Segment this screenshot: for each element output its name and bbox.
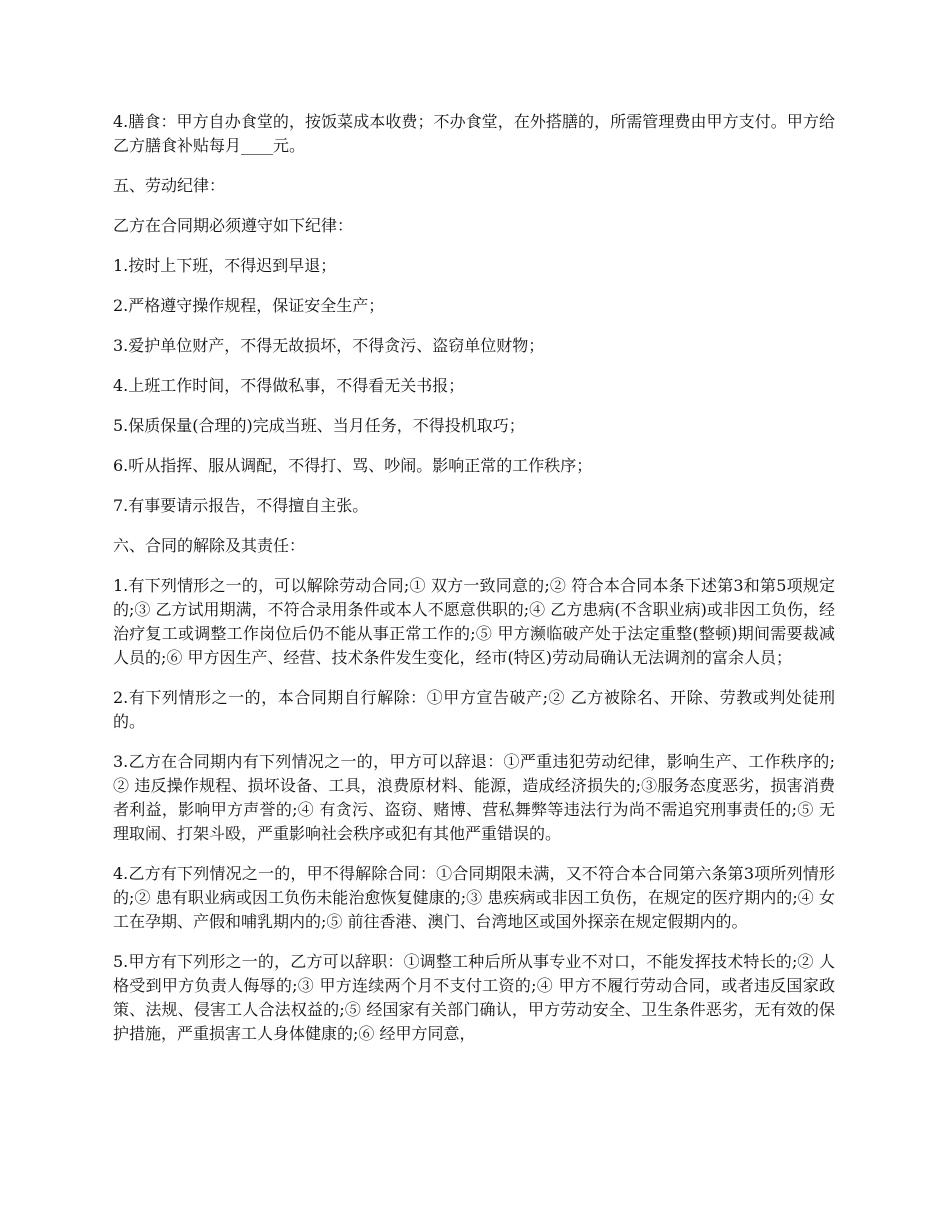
termination-item-1: 1.有下列情形之一的，可以解除劳动合同;① 双方一致同意的;② 符合本合同本条下述第3和第5项规定的;③ 乙方试用期满，不符合录用条件或本人不愿意供职的;④ 乙方患病(不含职业病)或非因工负伤，经治疗复工或调整工作岗位后仍不能从事正常工作的;⑤ 甲方濒临破产处于法定重整(整顿)期间需要裁减人员的;⑥ 甲方因生产、经营、技术条件发生变化，经市(特区)劳动局确认无法调剂的富余人员； — [113, 576, 835, 667]
termination-item-3: 3.乙方在合同期内有下列情况之一的，甲方可以辞退：①严重违犯劳动纪律，影响生产、工作秩序的;② 违反操作规程、损坏设备、工具，浪费原材料、能源，造成经济损失的;③服务态度恶劣，损害消费者利益，影响甲方声誉的;④ 有贪污、盗窃、赌博、营私舞弊等违法行为尚不需追究刑事责任的;⑤ 无理取闹、打架斗殴，严重影响社会秩序或犯有其他严重错误的。 — [113, 752, 835, 843]
discipline-item-7: 7.有事要请示报告，不得擅自主张。 — [113, 496, 369, 515]
document-page — [113, 110, 835, 1062]
termination-item-4: 4.乙方有下列情况之一的，甲不得解除合同：①合同期限未满，又不符合本合同第六条第3项所列情形的;② 患有职业病或因工负伤未能治愈恢复健康的;③ 患疾病或非因工负伤，在规定的医疗期内的;④ 女工在孕期、产假和哺乳期内的;⑤ 前往香港、澳门、台湾地区或国外探亲在规定假期内的。 — [113, 864, 835, 931]
discipline-item-2: 2.严格遵守操作规程，保证安全生产； — [113, 296, 385, 315]
discipline-item-1: 1.按时上下班，不得迟到早退； — [113, 256, 337, 275]
paragraph-meals: 4.膳食：甲方自办食堂的，按饭菜成本收费；不办食堂，在外搭膳的，所需管理费由甲方支付。甲方给乙方膳食补贴每月____元。 — [113, 112, 835, 155]
section-heading-termination: 六、合同的解除及其责任： — [113, 536, 306, 555]
discipline-item-4: 4.上班工作时间，不得做私事，不得看无关书报； — [113, 376, 465, 395]
paragraph-discipline-intro: 乙方在合同期必须遵守如下纪律： — [113, 216, 354, 235]
discipline-item-5: 5.保质保量(合理的)完成当班、当月任务，不得投机取巧； — [113, 416, 525, 435]
section-heading-labor-discipline: 五、劳动纪律： — [113, 176, 226, 195]
discipline-item-3: 3.爱护单位财产，不得无故损坏，不得贪污、盗窃单位财物； — [113, 336, 545, 355]
discipline-item-6: 6.听从指挥、服从调配，不得打、骂、吵闹。影响正常的工作秩序； — [113, 456, 593, 475]
termination-item-2: 2.有下列情形之一的，本合同期自行解除：①甲方宣告破产;② 乙方被除名、开除、劳教或判处徒刑的。 — [113, 688, 835, 731]
termination-item-5: 5.甲方有下列形之一的，乙方可以辞职：①调整工种后所从事专业不对口，不能发挥技术特长的;② 人格受到甲方负责人侮辱的;③ 甲方连续两个月不支付工资的;④ 甲方不履行劳动合同，或者违反国家政策、法规、侵害工人合法权益的;⑤ 经国家有关部门确认，甲方劳动安全、卫生条件恶劣，无有效的保护措施，严重损害工人身体健康的;⑥ 经甲方同意， — [113, 952, 835, 1043]
